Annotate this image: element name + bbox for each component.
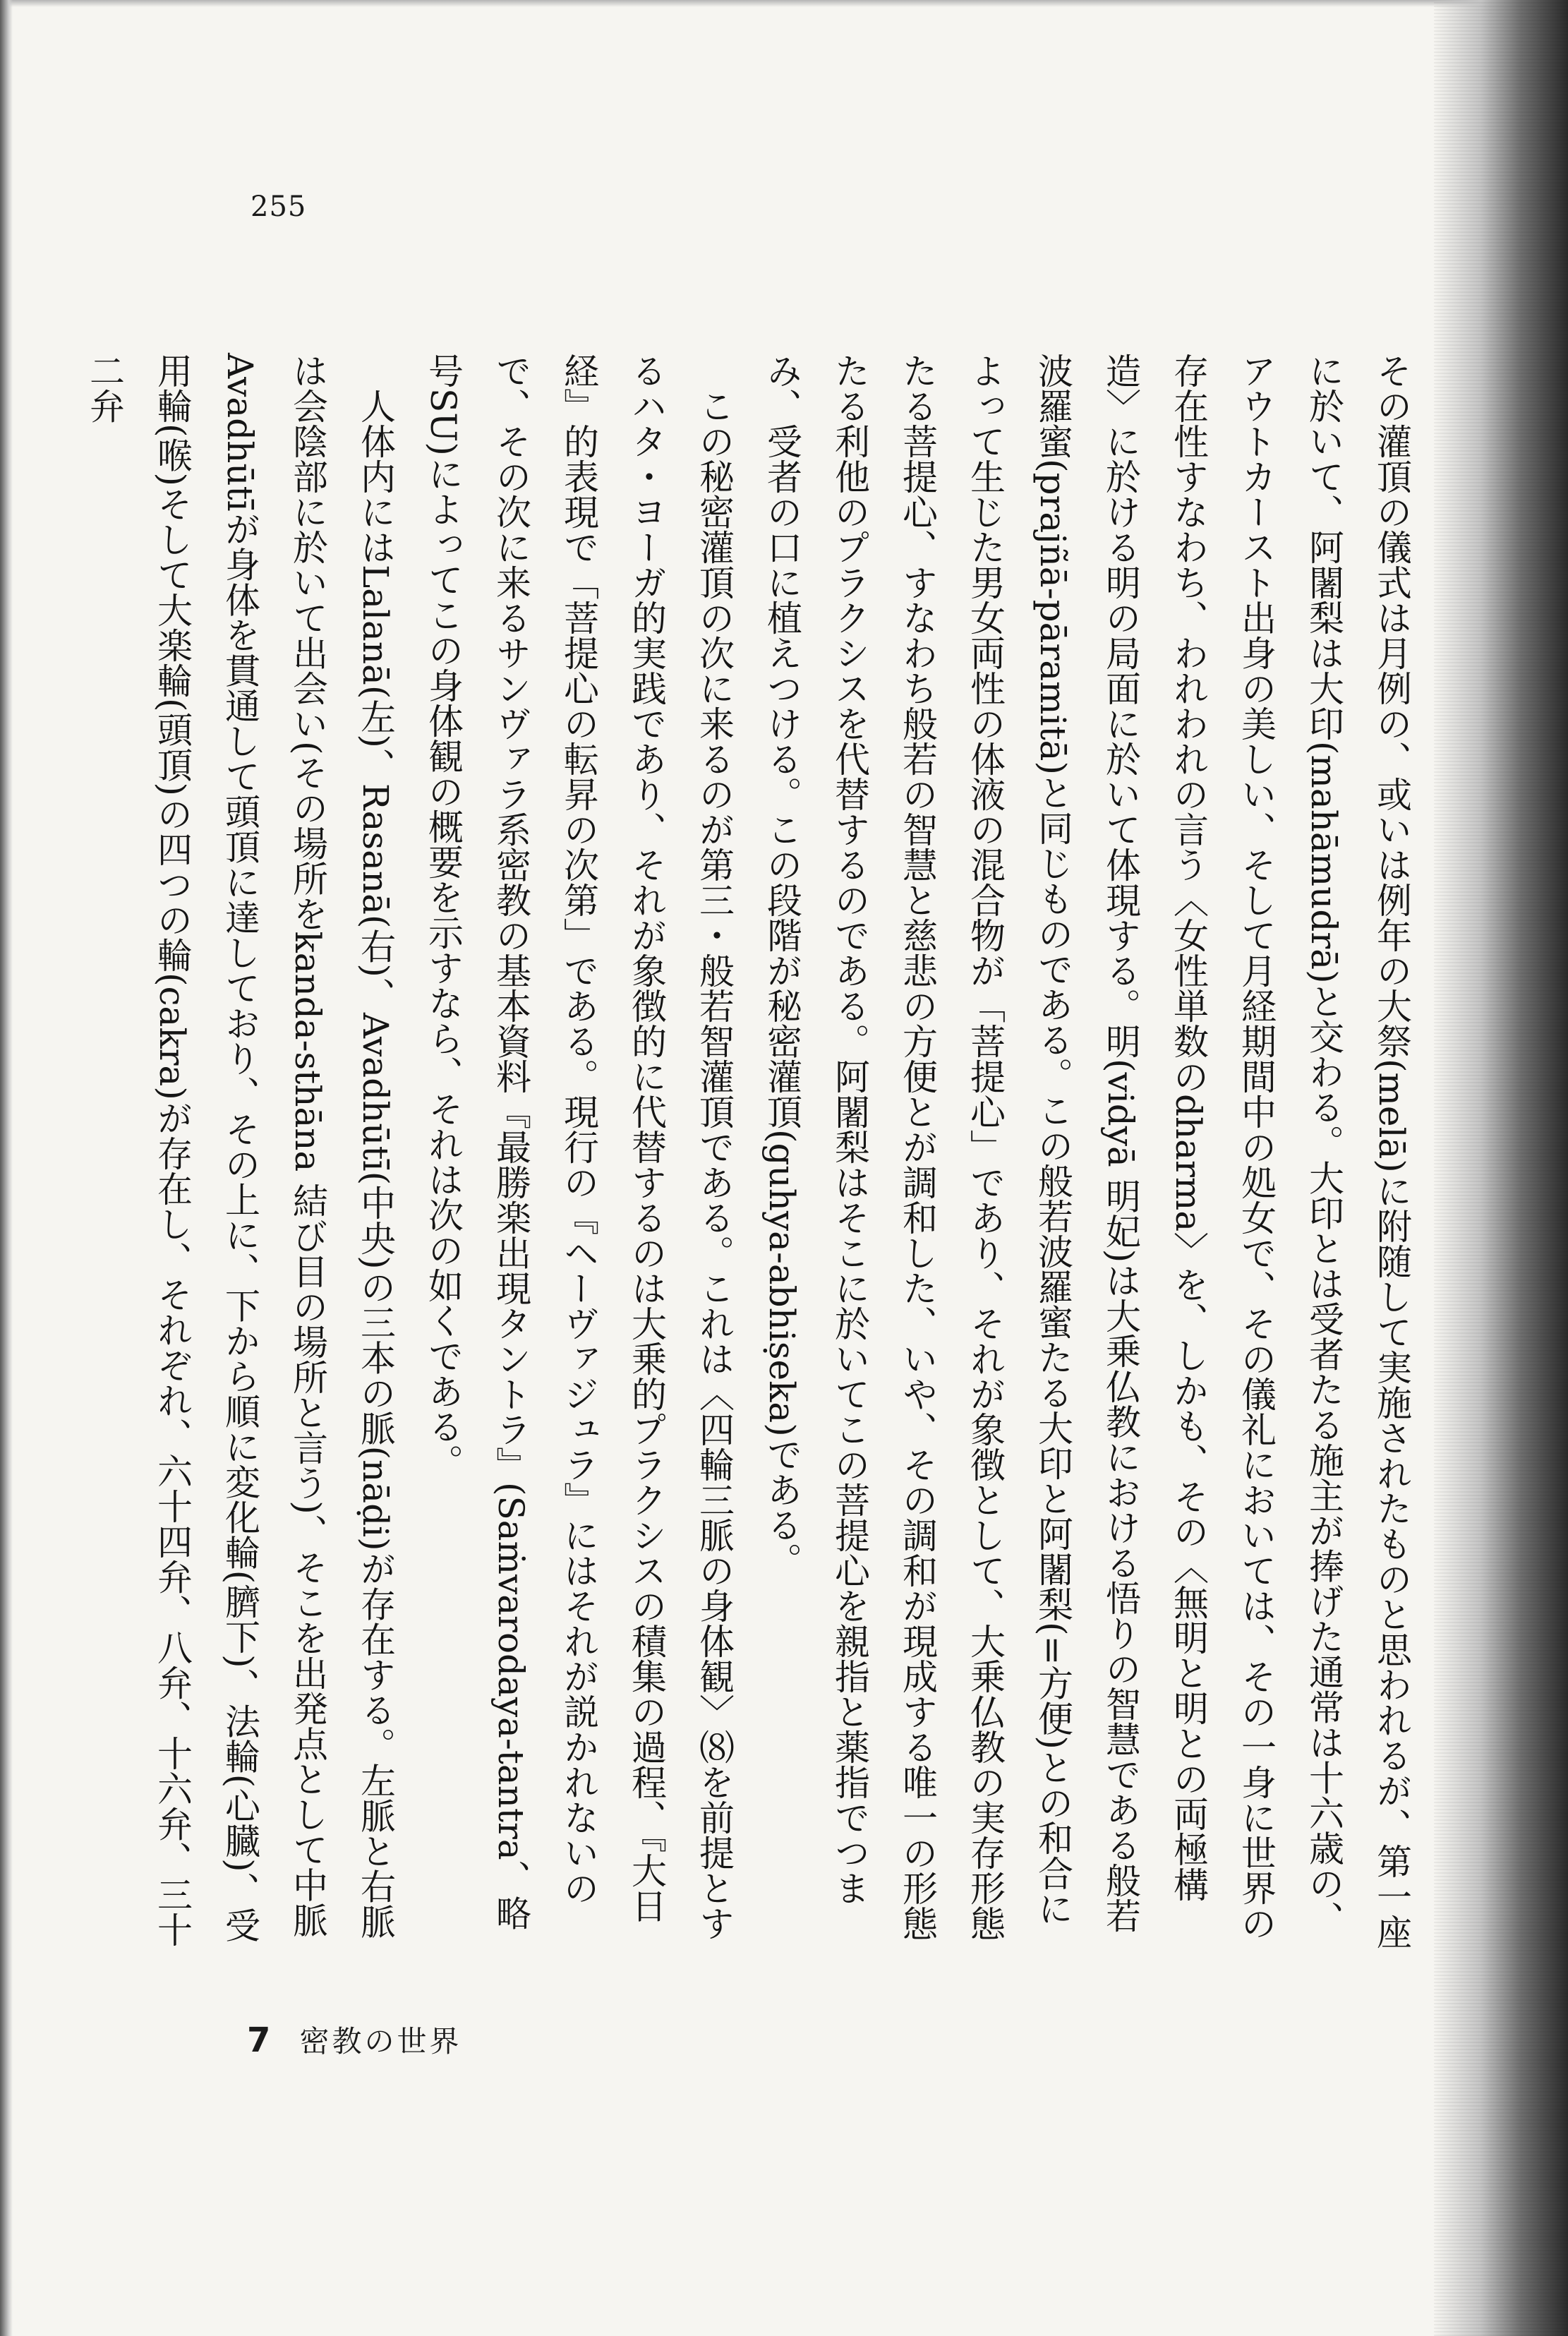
paragraph: 人体内にはLalanā(左)、Rasanā(右)、Avadhūtī(中央)の三本の脈(nāḍi)が存在する。左脈と右脈は会陰部に於いて出会い(その場所をkanda-sthāna 結び目の場所と言う)、そこを出発点として中脈Avadhūtīが身体を貫通して頭頂に達しており、その上に、下から順に変化輪(臍下)、法輪(心臓)、受用輪(喉)そして大楽輪(頭頂)の四つの輪(cakra)が存在し、それぞれ、六十四弁、八弁、十六弁、三十二弁 [84,353,396,1947]
chapter-title: 密教の世界 [299,2024,462,2059]
paragraph: その灌頂の儀式は月例の、或いは例年の大祭(melā)に附随して実施されたものと思われるが、第一座に於いて、阿闍梨は大印(mahāmudrā)と交わる。大印とは受者たる施主が捧げた通常は十六歳の、アウトカースト出身の美しい、そして月経期間中の処女で、その儀礼においては、その一身に世界の存在性すなわち、われわれの言う〈女性単数のdharma〉を、しかも、その〈無明と明との両極構造〉に於ける明の局面に於いて体現する。明(vidyā 明妃)は大乗仏教における悟りの智慧である般若波羅蜜(prajñā-pāramitā)と同じものである。この般若波羅蜜たる大印と阿闍梨(=方便)との和合によって生じた男女両性の体液の混合物が「菩提心」であり、それが象徴として、大乗仏教の実存形態たる菩提心、すなわち般若の智慧と慈悲の方便とが調和した、いや、その調和が現成する唯一の形態たる利他のプラクシスを代替するのである。阿闍梨はそこに於いてこの菩提心を親指と薬指でつまみ、受者の口に植えつける。この段階が秘密灌頂(guhya-abhiṣeka)である。 [761,353,1412,1949]
scan-shadow-left [0,0,13,2336]
scan-shadow-right [1434,0,1568,2336]
chapter-number: 7 [247,2021,271,2060]
scan-shadow-top [0,0,1568,7]
running-footer [247,2018,462,2061]
paragraph: この秘密灌頂の次に来るのが第三・般若智灌頂である。これは〈四輪三脈の身体観〉⑻を前提とするハタ・ヨーガ的実践であり、それが象徴的に代替するのは大乗的プラクシスの積集の過程、『大日経』的表現で「菩提心の転昇の次第」である。現行の『ヘーヴァジュラ』にはそれが説かれないので、その次に来るサンヴァラ系密教の基本資料『最勝楽出現タントラ』(Saṁvarodaya-tantra、略号SU)によってこの身体観の概要を示すなら、それは次の如くである。 [423,353,735,1941]
page-number: 255 [251,191,307,223]
vertical-body-text [84,353,1425,1955]
